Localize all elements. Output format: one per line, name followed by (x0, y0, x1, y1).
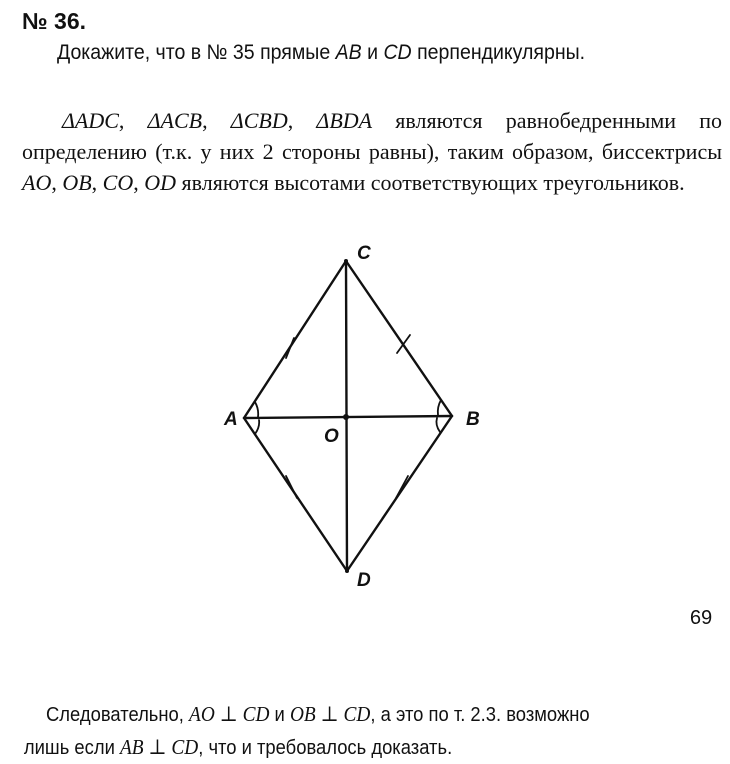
bisector-co: CO (102, 170, 134, 195)
separator: , (202, 108, 231, 133)
angle-arc-b-lower (436, 418, 440, 432)
bisector-ao: AO (22, 170, 52, 195)
solution-text: являются высотами соответствующих треугольников. (176, 170, 685, 195)
conclusion-text: , а это по т. 2.3. возможно (370, 704, 590, 726)
angle-arc-a-upper (255, 402, 258, 417)
point-c (344, 259, 348, 263)
math-ab: AB (335, 41, 362, 64)
angle-arc-a-lower (255, 420, 259, 434)
separator: , (133, 170, 145, 195)
angle-arc-b-upper (438, 400, 441, 415)
conclusion-text: лишь если (23, 737, 120, 759)
bisector-od: OD (144, 170, 176, 195)
point-o (343, 414, 349, 420)
point-d (345, 569, 349, 573)
conclusion-text: и (269, 704, 290, 726)
conclusion-text: , что и требовалось доказать. (198, 737, 453, 759)
tick-mark-ac (286, 338, 294, 358)
vertex-label-b: B (466, 409, 480, 430)
page-number: 69 (690, 605, 713, 627)
vertex-label-d: D (357, 570, 371, 591)
triangle-acb: ΔACB (147, 108, 203, 133)
separator: , (51, 170, 63, 195)
vertex-label-a: A (224, 409, 238, 430)
vertex-label-c: C (357, 243, 371, 264)
task-text: и (361, 41, 384, 64)
problem-number: № 36. (22, 8, 87, 34)
solution-text: являются равнобедренными по определению (т.к. у них 2 стороны равны), таким образом, биссектрисы (22, 108, 722, 164)
separator: , (118, 108, 148, 133)
math-cd: CD (383, 41, 412, 64)
triangle-cbd: ΔCBD (230, 108, 288, 133)
tick-mark-da (286, 476, 297, 498)
task-text: перпендикулярны. (411, 41, 586, 64)
side-cb (346, 261, 452, 416)
perp-ob-cd: OB ⊥ CD (289, 702, 371, 726)
task-text: Докажите, что в № 35 прямые (57, 41, 336, 64)
separator: , (91, 170, 103, 195)
triangle-adc: ΔADC (62, 108, 119, 133)
point-label-o: O (324, 426, 339, 447)
separator: , (287, 108, 317, 133)
bisector-ob: OB (62, 170, 92, 195)
side-ac (244, 261, 346, 418)
perp-ab-cd: AB ⊥ CD (119, 735, 199, 759)
side-bd (347, 416, 452, 571)
conclusion-text: Следовательно, (46, 704, 190, 726)
conclusion-paragraph (23, 698, 657, 764)
triangle-bda: ΔBDA (316, 108, 373, 133)
tick-mark-bd (396, 476, 408, 498)
perp-ao-cd: AO ⊥ CD (189, 702, 270, 726)
